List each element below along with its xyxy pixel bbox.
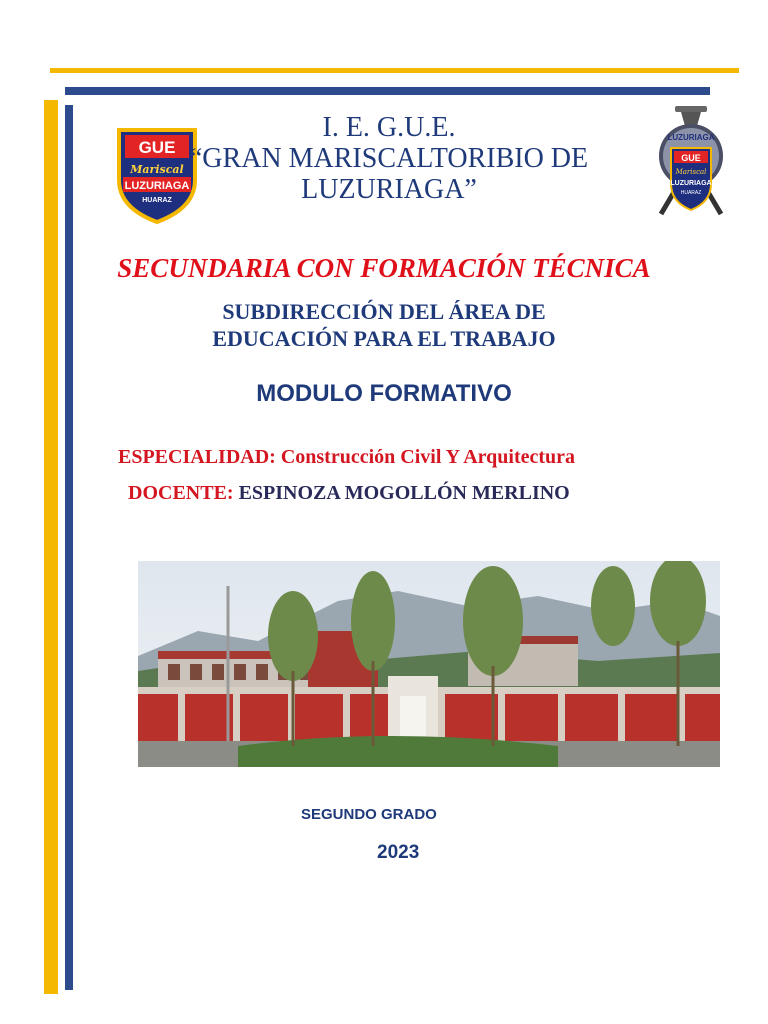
- subdirection-line2: EDUCACIÓN PARA EL TRABAJO: [212, 326, 556, 351]
- section-title: SECUNDARIA CON FORMACIÓN TÉCNICA: [117, 253, 651, 283]
- specialty-value: Construcción Civil Y Arquitectura: [280, 446, 576, 468]
- crest-right-top-text: GUE: [681, 153, 701, 163]
- module-title: MODULO FORMATIVO: [256, 380, 512, 407]
- crest-left-city-text: HUARAZ: [142, 197, 172, 204]
- crest-left-script-text: Mariscal: [130, 163, 184, 176]
- top-gold-rule: [50, 68, 739, 73]
- institution-title-line2: “GRAN MARISCALTORIBIO DE: [189, 143, 589, 174]
- school-building-photo: [138, 561, 720, 767]
- grade-label: SEGUNDO GRADO: [301, 806, 437, 823]
- crest-left-top-text: GUE: [138, 138, 176, 157]
- year-label: 2023: [377, 842, 420, 863]
- institution-title-line1: I. E. G.U.E.: [322, 112, 456, 143]
- institution-title: [5, 112, 768, 205]
- teacher-line: [128, 482, 570, 505]
- crest-right-arc-text: LUZURIAGA: [667, 133, 715, 142]
- specialty-label: ESPECIALIDAD:: [118, 446, 276, 468]
- teacher-value: ESPINOZA MOGOLLÓN MERLINO: [238, 482, 570, 504]
- crest-left-main-text: LUZURIAGA: [124, 180, 190, 192]
- institution-title-line3: LUZURIAGA”: [301, 174, 477, 205]
- top-blue-rule: [65, 87, 710, 95]
- crest-right-city-text: HUARAZ: [680, 190, 702, 196]
- crest-right-script-text: Mariscal: [675, 168, 707, 176]
- left-blue-rule: [65, 105, 73, 990]
- teacher-label: DOCENTE:: [128, 482, 234, 504]
- crest-right-main-text: LUZURIAGA: [670, 180, 712, 187]
- left-gold-rule: [44, 100, 58, 994]
- subdirection-line1: SUBDIRECCIÓN DEL ÁREA DE: [222, 299, 546, 324]
- specialty-line: [118, 446, 575, 469]
- subdirection-heading: [0, 298, 768, 352]
